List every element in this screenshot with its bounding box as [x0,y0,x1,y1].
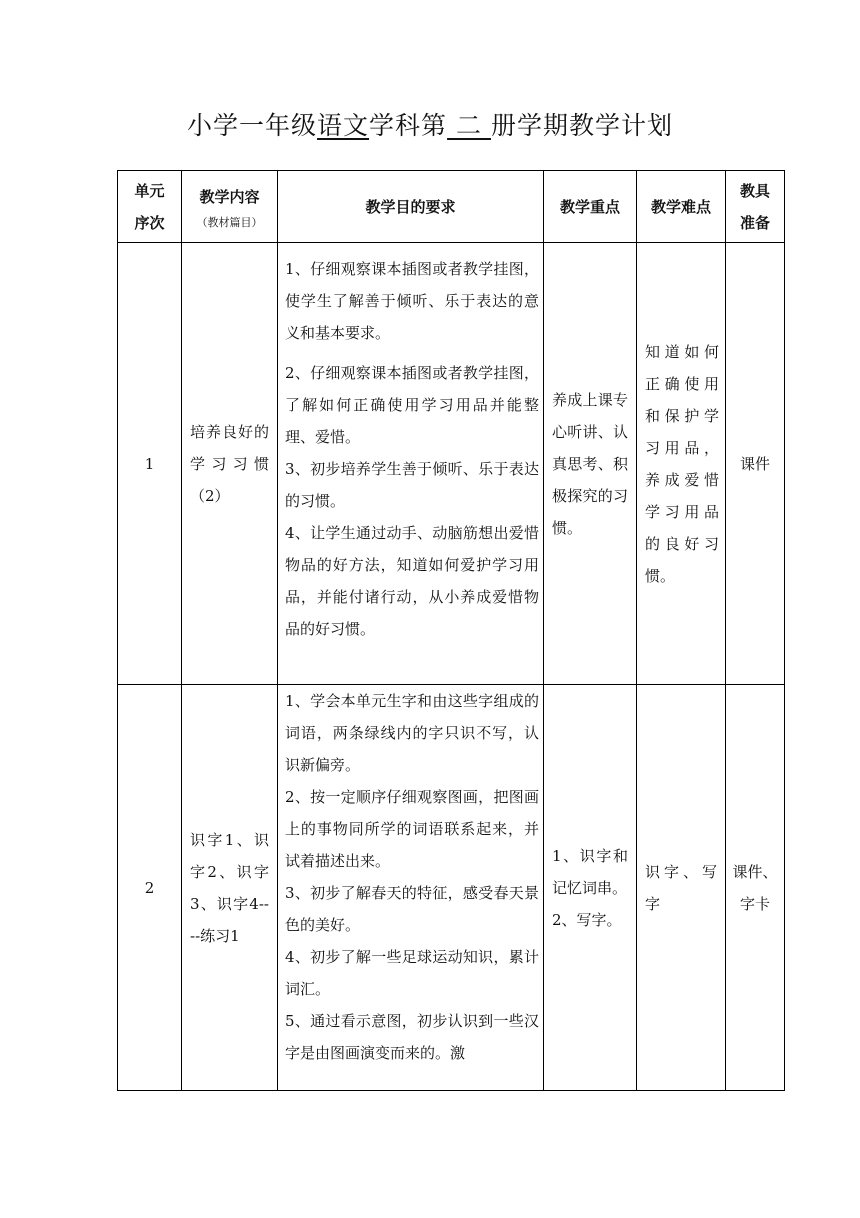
difficulty-cell: 知道如何正确使用和保护学习用品，养成爱惜学习用品的良好习惯。 [637,243,726,685]
content-cell: 识字1、识字2、识字3、识字4----练习1 [182,685,278,1091]
unit-number: 1 [118,243,182,685]
focus-cell: 养成上课专心听讲、认真思考、积极探究的习惯。 [544,243,637,685]
document-title [0,108,860,144]
goal-item: 1、仔细观察课本插图或者教学挂图，使学生了解善于倾听、乐于表达的意义和基本要求。 [285,260,539,342]
title-rest: 册学期教学计划 [490,111,673,140]
goal-item: 2、仔细观察课本插图或者教学挂图，了解如何正确使用学习用品并能整理、爱惜。 [285,364,539,446]
focus-item: 2、写字。 [552,910,622,929]
title-grade: 小学一年级 [187,111,318,140]
goal-item: 4、初步了解一些足球运动知识，累计词汇。 [285,948,539,998]
goal-item: 2、按一定顺序仔细观察图画，把图画上的事物同所学的词语联系起来，并试着描述出来。 [285,788,539,870]
goal-item: 5、通过看示意图，初步认识到一些汉字是由图画演变而来的。激 [285,1012,539,1062]
difficulty-cell: 识字、写字 [637,685,726,1091]
tools-cell: 课件、字卡 [726,685,785,1091]
focus-item: 1、识字和记忆词串。 [552,846,628,897]
teaching-plan-table [117,170,785,1091]
goals-cell [278,243,544,685]
goal-item: 4、让学生通过动手、动脑筋想出爱惜物品的好方法，知道如何爱护学习用品，并能付诸行动，从小养成爱惜物品的好习惯。 [285,524,539,638]
title-term: 二 [447,111,491,140]
title-subject-suffix: 学科第 [369,111,448,140]
title-subject: 语文 [317,111,370,140]
goal-item: 1、学会本单元生字和由这些字组成的词语，两条绿线内的字只识不写，认识新偏旁。 [285,692,539,774]
unit-number: 2 [118,685,182,1091]
content-cell: 培养良好的学习习惯（2） [182,243,278,685]
header-difficulty: 教学难点 [637,171,726,243]
goal-item: 3、初步培养学生善于倾听、乐于表达的习惯。 [285,460,539,510]
goals-cell [278,685,544,1091]
goal-item: 3、初步了解春天的特征，感受春天景色的美好。 [285,884,539,934]
header-goals: 教学目的要求 [278,171,544,243]
table-row [118,685,785,1091]
tools-cell: 课件 [726,243,785,685]
header-content: 教学内容 （教材篇目） [182,171,278,243]
header-focus: 教学重点 [544,171,637,243]
header-tools: 教具 准备 [726,171,785,243]
focus-cell [544,685,637,1091]
header-row [118,171,785,243]
table-row [118,243,785,685]
header-unit-order: 单元 序次 [118,171,182,243]
